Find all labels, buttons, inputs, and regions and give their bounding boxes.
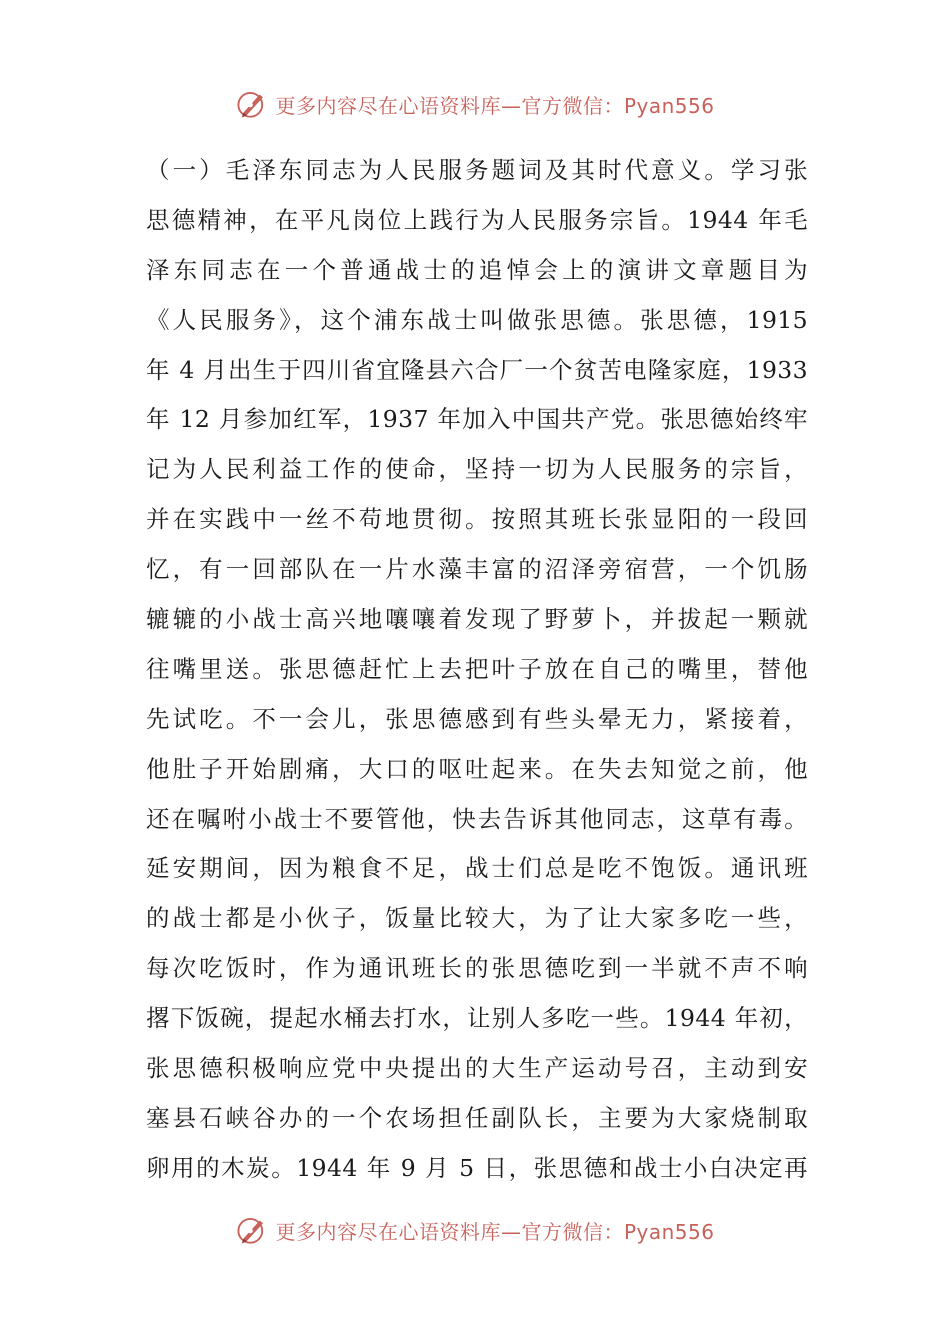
footer-watermark-banner <box>0 1210 950 1250</box>
text-line: 年 4 月出生于四川省宜隆县六合厂一个贫苦电隆家庭，1933 <box>146 355 808 384</box>
text-line: 撂下饭碗，提起水桶去打水，让别人多吃一些。1944 年初， <box>146 1004 808 1033</box>
text-line: 的战士都是小伙子，饭量比较大，为了让大家多吃一些， <box>146 904 808 933</box>
text-line: （一）毛泽东同志为人民服务题词及其时代意义。学习张 <box>146 156 808 184</box>
text-line: 思德精神，在平凡岗位上践行为人民服务宗旨。1944 年毛 <box>146 205 808 234</box>
text-line: 延安期间，因为粮食不足，战士们总是吃不饱饭。通讯班 <box>146 854 808 883</box>
text-line: 卵用的木炭。1944 年 9 月 5 日，张思德和战士小白决定再 <box>146 1153 808 1182</box>
footer-watermark-text: 更多内容尽在心语资料库—官方微信：Pyan556 <box>275 1219 715 1244</box>
text-line: 塞县石峡谷办的一个农场担任副队长，主要为大家烧制取 <box>146 1103 808 1132</box>
text-line: 记为人民利益工作的使命，坚持一切为人民服务的宗旨， <box>146 455 808 484</box>
pen-circle-logo-icon <box>235 1213 269 1247</box>
text-line: 张思德积极响应党中央提出的大生产运动号召，主动到安 <box>146 1054 808 1083</box>
text-line: 泽东同志在一个普通战士的追悼会上的演讲文章题目为 <box>146 255 808 284</box>
text-line: 忆，有一回部队在一片水藻丰富的沼泽旁宿营，一个饥肠 <box>146 555 808 584</box>
text-line: 年 12 月参加红军，1937 年加入中国共产党。张思德始终牢 <box>146 405 808 434</box>
text-line: 辘辘的小战士高兴地嚷嚷着发现了野萝卜，并拔起一颗就 <box>146 605 808 634</box>
text-line: 他肚子开始剧痛，大口的呕吐起来。在失去知觉之前，他 <box>146 754 808 783</box>
text-line: 每次吃饭时，作为通讯班长的张思德吃到一半就不声不响 <box>146 954 808 983</box>
text-line: 《人民服务》，这个浦东战士叫做张思德。张思德，1915 <box>146 305 808 334</box>
header-watermark-banner <box>0 84 950 124</box>
text-line: 还在嘱咐小战士不要管他，快去告诉其他同志，这草有毒。 <box>146 804 808 833</box>
text-line: 并在实践中一丝不苟地贯彻。按照其班长张显阳的一段回 <box>146 505 808 534</box>
header-watermark-text: 更多内容尽在心语资料库—官方微信：Pyan556 <box>275 93 715 118</box>
text-line: 先试吃。不一会儿，张思德感到有些头晕无力，紧接着， <box>146 704 808 733</box>
text-line: 往嘴里送。张思德赶忙上去把叶子放在自己的嘴里，替他 <box>146 654 808 683</box>
article-body <box>146 146 808 1194</box>
pen-circle-logo-icon <box>235 87 269 121</box>
